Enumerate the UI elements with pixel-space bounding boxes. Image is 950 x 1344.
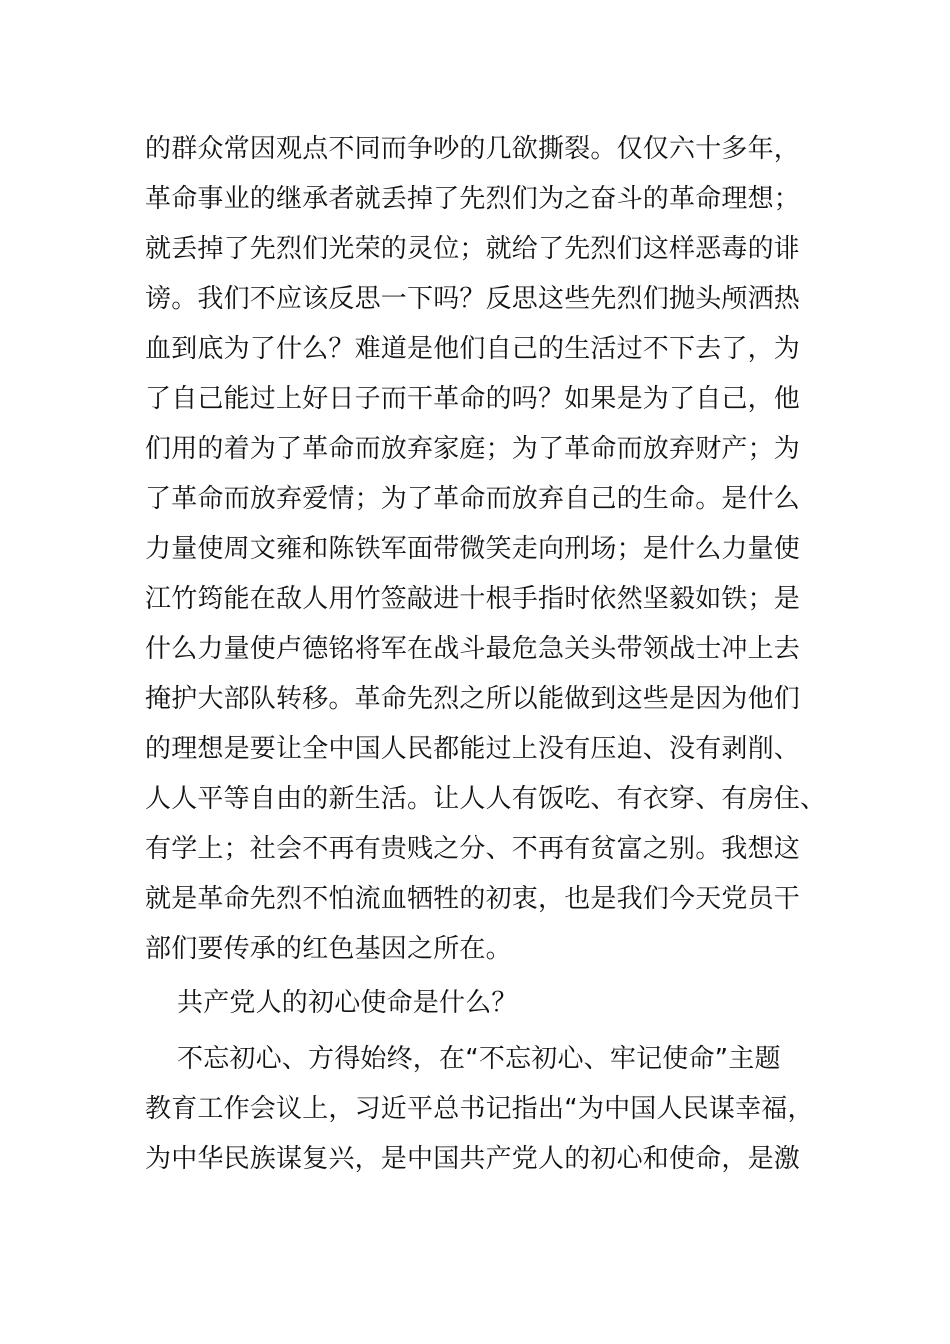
section-question [145,978,805,1028]
text-line: 革命事业的继承者就丢掉了先烈们为之奋斗的革命理想； [145,184,801,214]
text-line: 有学上；社会不再有贵贱之分、不再有贫富之别。我想这 [145,834,801,864]
text-line: 谤。我们不应该反思一下吗？反思这些先烈们抛头颅洒热 [145,284,801,314]
text-line: 掩护大部队转移。革命先烈之所以能做到这些是因为他们 [145,684,801,714]
paragraph-body-2 [145,1034,814,1184]
text-line: 就丢掉了先烈们光荣的灵位；就给了先烈们这样恶毒的诽 [145,234,801,264]
question-heading: 共产党人的初心使命是什么？ [177,988,518,1018]
text-line: 们用的着为了革命而放弃家庭；为了革命而放弃财产；为 [145,434,801,464]
text-line: 什么力量使卢德铭将军在战斗最危急关头带领战士冲上去 [145,634,801,664]
text-line: 力量使周文雍和陈铁军面带微笑走向刑场；是什么力量使 [145,534,801,564]
text-line: 人人平等自由的新生活。让人人有饭吃、有衣穿、有房住、 [145,784,827,814]
text-line: 教育工作会议上，习近平总书记指出“为中国人民谋幸福， [145,1094,814,1124]
text-line: 就是革命先烈不怕流血牺牲的初衷，也是我们今天党员干 [145,884,801,914]
text-line: 的群众常因观点不同而争吵的几欲撕裂。仅仅六十多年， [145,134,801,164]
text-line: 的理想是要让全中国人民都能过上没有压迫、没有剥削、 [145,734,801,764]
text-line: 部们要传承的红色基因之所在。 [145,934,512,964]
text-line: 不忘初心、方得始终，在“不忘初心、牢记使命”主题 [177,1044,781,1074]
paragraph-body-1 [145,124,827,974]
text-line: 为中华民族谋复兴，是中国共产党人的初心和使命，是激 [145,1144,801,1174]
text-line: 了革命而放弃爱情；为了革命而放弃自己的生命。是什么 [145,484,801,514]
text-line: 江竹筠能在敌人用竹签敲进十根手指时依然坚毅如铁；是 [145,584,801,614]
text-line: 了自己能过上好日子而干革命的吗？如果是为了自己，他 [145,384,801,414]
text-line: 血到底为了什么？难道是他们自己的生活过不下去了，为 [145,334,801,364]
